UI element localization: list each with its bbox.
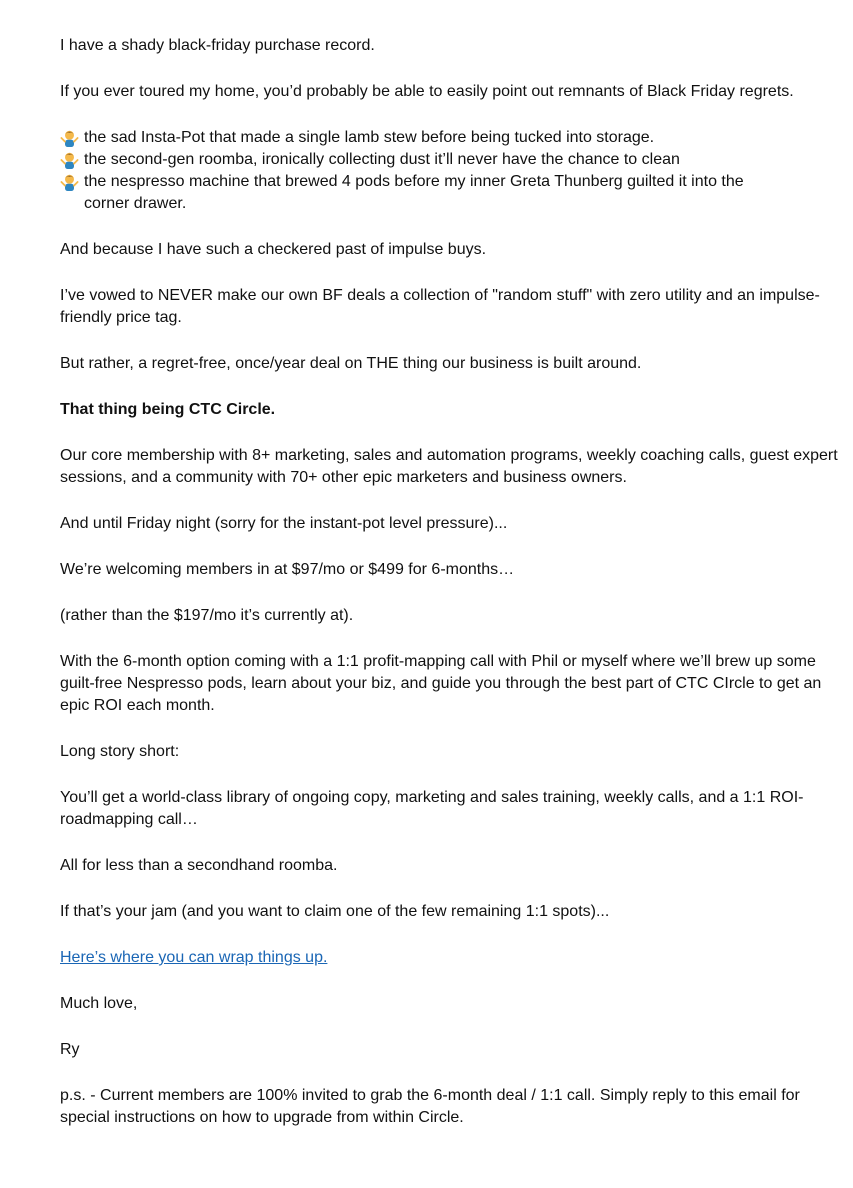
email-paragraph: (rather than the $197/mo it’s currently at). <box>60 607 354 624</box>
email-paragraph: If you ever toured my home, you’d probably be able to easily point out remnants of Black Friday regrets. <box>60 83 794 100</box>
list-item <box>60 127 840 149</box>
man-shrugging-emoji-icon <box>60 173 79 191</box>
email-paragraph: And until Friday night (sorry for the instant-pot level pressure)... <box>60 515 508 532</box>
list-item <box>60 171 840 215</box>
email-paragraph: You’ll get a world-class library of ongoing copy, marketing and sales training, weekly calls, and a 1:1 ROI-roadmapping call… <box>60 789 804 828</box>
email-paragraph: We’re welcoming members in at $97/mo or $499 for 6-months… <box>60 561 515 578</box>
list-item-text: the sad Insta-Pot that made a single lamb stew before being tucked into storage. <box>84 129 655 146</box>
email-paragraph: Our core membership with 8+ marketing, sales and automation programs, weekly coaching calls, guest expert sessions, and a community with 70+ other epic marketers and business owners. <box>60 447 838 486</box>
email-signature: Ry <box>60 1041 80 1058</box>
email-heading: That thing being CTC Circle. <box>60 401 276 418</box>
email-paragraph: Long story short: <box>60 743 180 760</box>
list-item <box>60 149 840 171</box>
email-postscript: p.s. - Current members are 100% invited to grab the 6-month deal / 1:1 call. Simply reply to this email for special instructions on how to upgrade from within Circle. <box>60 1087 800 1126</box>
email-signoff: Much love, <box>60 995 138 1012</box>
email-paragraph: And because I have such a checkered past of impulse buys. <box>60 241 487 258</box>
cta-paragraph <box>60 947 840 969</box>
email-paragraph: I’ve vowed to NEVER make our own BF deals a collection of "random stuff" with zero utility and an impulse-friendly price tag. <box>60 287 820 326</box>
email-paragraph: I have a shady black-friday purchase record. <box>60 37 375 54</box>
email-paragraph: All for less than a secondhand roomba. <box>60 857 338 874</box>
email-paragraph: If that’s your jam (and you want to claim one of the few remaining 1:1 spots)... <box>60 903 610 920</box>
email-paragraph: With the 6-month option coming with a 1:1 profit-mapping call with Phil or myself where we’ll brew up some guilt-free Nespresso pods, learn about your biz, and guide you through the best part of CTC CIrcle to get an epic ROI each month. <box>60 653 822 714</box>
man-shrugging-emoji-icon <box>60 151 79 169</box>
list-item-text: the nespresso machine that brewed 4 pods before my inner Greta Thunberg guilted it into the corner drawer. <box>84 173 744 212</box>
list-item-text: the second-gen roomba, ironically collecting dust it’ll never have the chance to clean <box>84 151 680 168</box>
checkout-link[interactable]: Here’s where you can wrap things up. <box>60 949 328 966</box>
email-body <box>60 35 840 1153</box>
man-shrugging-emoji-icon <box>60 129 79 147</box>
regrets-list <box>60 127 840 215</box>
email-paragraph: But rather, a regret-free, once/year deal on THE thing our business is built around. <box>60 355 642 372</box>
